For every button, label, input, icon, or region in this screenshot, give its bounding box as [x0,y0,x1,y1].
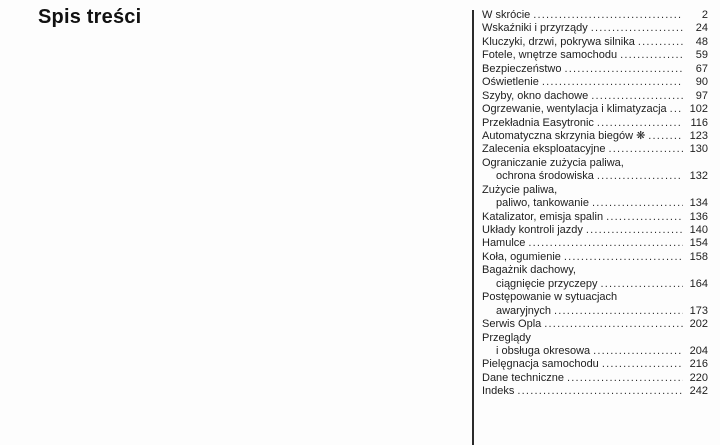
toc-entry-page: 204 [689,344,708,357]
toc-entry-label: Koła, ogumienie [482,250,561,263]
toc-leader-dots [591,22,683,35]
toc-entry-page: 154 [689,237,708,250]
toc-leader-dots [517,385,683,398]
toc-leader-dots [602,358,683,371]
toc-entry-18 [482,251,708,264]
toc-leader-dots [567,372,683,385]
toc-entry-page: 164 [689,277,708,290]
toc-entry-label: ciągnięcie przyczepy [496,277,598,290]
toc-entry-23 [482,318,708,331]
toc-entry-page: 67 [695,62,708,75]
toc-entry-page: 90 [695,76,708,89]
toc-entry-3 [482,49,708,62]
toc-entry-label: Kluczyki, drzwi, pokrywa silnika [482,35,635,48]
toc-leader-dots [533,9,683,22]
toc-leader-dots [586,224,683,237]
toc-entry-page: 173 [689,304,708,317]
toc-leader-dots [554,305,683,318]
toc-entry-label: Automatyczna skrzynia biegów ❋ [482,129,646,142]
toc-entry-5 [482,76,708,89]
toc-entry-label: Postępowanie w sytuacjach [482,291,618,304]
toc-entry-label: Oświetlenie [482,76,539,89]
toc-leader-dots [593,345,683,358]
toc-leader-dots [564,251,683,264]
toc-leader-dots [592,197,683,210]
toc-entry-2 [482,36,708,49]
toc-leader-dots [565,63,684,76]
toc-entry-page: 48 [695,35,708,48]
toc-entry-label: Bezpieczeństwo [482,62,562,75]
toc-entry-label: Hamulce [482,237,526,250]
toc-entry-7 [482,103,708,116]
toc-entry-page: 202 [689,318,708,331]
toc-entry-page: 123 [689,129,708,142]
toc-entry-24 [482,332,708,345]
toc-entry-page: 140 [689,224,708,236]
toc-entry-label: Dane techniczne [482,371,564,384]
toc-entry-page: 242 [689,385,708,398]
toc-entry-28 [482,385,708,398]
toc-entry-0 [482,9,708,22]
toc-entry-19 [482,264,708,277]
toc-leader-dots [544,318,683,331]
toc-leader-dots [597,170,683,183]
toc-entry-17 [482,237,708,250]
toc-entry-15 [482,211,708,224]
toc-entry-page: 136 [689,210,708,223]
toc-entry-25 [482,345,708,358]
toc-entry-page: 59 [695,49,708,62]
toc-leader-dots [638,36,683,49]
page-title: Spis treści [38,6,142,28]
toc-entry-label: ochrona środowiska [496,170,594,183]
toc-entry-21 [482,291,708,304]
toc-entry-14 [482,197,708,210]
toc-leader-dots [542,76,683,89]
toc-leader-dots [648,130,683,143]
toc-entry-label: awaryjnych [496,304,552,317]
toc-entry-label: Ograniczanie zużycia paliwa, [482,156,624,169]
toc-entry-label: Bagażnik dachowy, [482,264,576,277]
toc-entry-page: 2 [701,9,708,21]
toc-entry-page: 130 [689,143,708,156]
toc-leader-dots [601,278,684,291]
toc-entry-label: Wskaźniki i przyrządy [482,22,588,35]
toc-entry-13 [482,184,708,197]
toc-entry-page: 102 [689,103,708,116]
toc-entry-label: Indeks [482,385,515,398]
vertical-divider [472,10,474,445]
toc-entry-label: i obsługa okresowa [496,344,591,357]
toc-entry-9 [482,130,708,143]
toc-entry-label: Fotele, wnętrze samochodu [482,49,618,62]
toc-entry-label: Pielęgnacja samochodu [482,358,599,371]
toc-entry-16 [482,224,708,237]
toc-entry-27 [482,372,708,385]
toc-entry-label: W skrócie [482,9,531,21]
toc-entry-10 [482,143,708,156]
toc-entry-4 [482,63,708,76]
toc-entry-page: 220 [689,371,708,384]
toc-entry-page: 158 [689,250,708,263]
toc-leader-dots [597,117,683,130]
toc-entry-page: 97 [695,89,708,102]
toc-entry-26 [482,358,708,371]
toc-leader-dots [606,211,683,224]
toc-entry-label: paliwo, tankowanie [496,197,589,210]
toc-entry-label: Serwis Opla [482,318,542,331]
toc-entry-label: Zużycie paliwa, [482,183,558,196]
toc-entry-label: Szyby, okno dachowe [482,89,589,102]
toc-entry-6 [482,90,708,103]
table-of-contents [482,9,708,399]
toc-entry-label: Ogrzewanie, wentylacja i klimatyzacja [482,103,667,116]
toc-entry-page: 116 [690,116,708,129]
toc-leader-dots [670,103,683,116]
toc-entry-11 [482,157,708,170]
toc-entry-22 [482,305,708,318]
toc-entry-label: Układy kontroli jazdy [482,224,583,236]
toc-entry-label: Zalecenia eksploatacyjne [482,143,606,156]
toc-entry-page: 132 [689,170,708,183]
toc-entry-page: 24 [695,22,708,35]
toc-leader-dots [620,49,683,62]
toc-entry-label: Przekładnia Easytronic [482,116,594,129]
toc-leader-dots [609,143,683,156]
toc-entry-page: 216 [689,358,708,371]
toc-entry-8 [482,117,708,130]
toc-leader-dots [591,90,683,103]
toc-leader-dots [528,237,683,250]
toc-entry-page: 134 [689,197,708,210]
toc-entry-1 [482,22,708,35]
toc-entry-12 [482,170,708,183]
toc-entry-label: Przeglądy [482,331,531,344]
toc-entry-20 [482,278,708,291]
toc-entry-label: Katalizator, emisja spalin [482,210,604,223]
